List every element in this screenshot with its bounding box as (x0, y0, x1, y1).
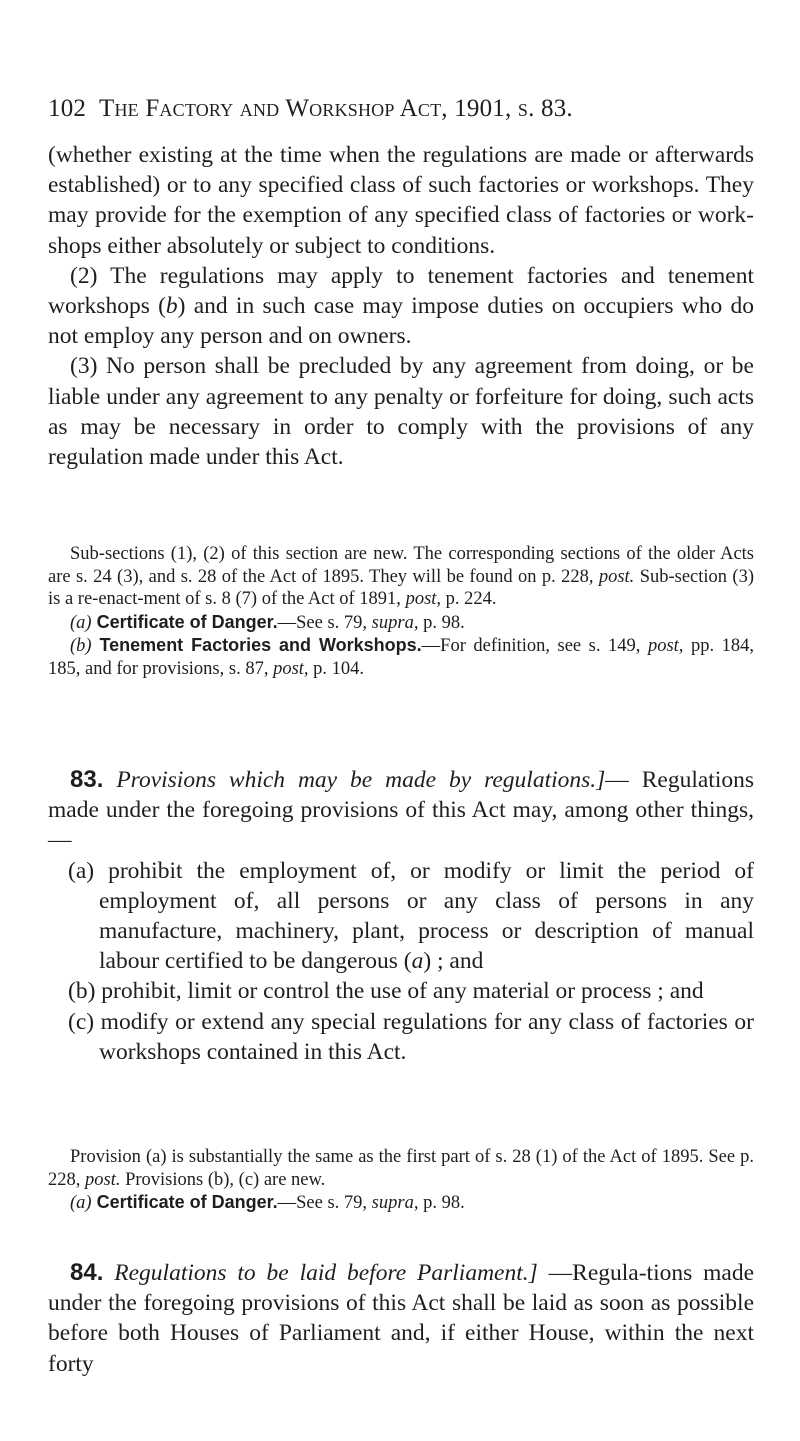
section-83-item-b: (b) prohibit, limit or control the use of any material or process ; and (68, 978, 704, 1005)
running-title: The Factory and Workshop Act, 1901, s. 83. (99, 95, 573, 122)
paragraph-2: (2) The regulations may apply to tenement factories and tenement workshops (b) and in such case may impose duties on occupiers who do not employ any person and on owners. (48, 262, 754, 350)
section-83-title: Provisions which may be made by regulations.] (116, 767, 606, 793)
running-header (48, 95, 754, 123)
section-83-item-c: (c) modify or extend any special regulations for any class of factories or workshops contained in this Act. (68, 1008, 754, 1065)
note-2-footnote-a: (a) Certificate of Danger.—See s. 79, supra, p. 98. (70, 1192, 465, 1214)
section-84 (48, 1258, 754, 1379)
section-84-title: Regulations to be laid before Parliament.] (114, 1260, 538, 1286)
section-83-item-a: (a) prohibit the employment of, or modify or limit the period of employment of, all persons or any class of persons in any manufacture, machinery, plant, process or description of manual labour certified to be dangerous (a) ; and (68, 857, 754, 975)
section-83-intro: — Regulations made under the foregoing provisions of this Act may, among other things,— (48, 767, 754, 854)
note-1-text: Sub-sections (1), (2) of this section are new. The corresponding sections of the older Acts are s. 24 (3), and s. 28 of the Act of 1895. They will be found on p. 228, post. Sub-section (3) is a re-enact-ment of s. 8 (7) of the Act of 1891, post, p. 224. (48, 544, 754, 610)
section-84-number: 84. (70, 1259, 104, 1286)
section-83-heading (48, 765, 754, 856)
section-83-number: 83. (70, 766, 104, 793)
note-2-text: Provision (a) is substantially the same as the first part of s. 28 (1) of the Act of 1895. See p. 228, post. Provisions (b), (c) are new. (48, 1147, 754, 1190)
editorial-note-2 (48, 1146, 754, 1215)
paragraph-1: (whether existing at the time when the regulations are made or afterwards established) or to any specified class of such factories or workshops. They may provide for the exemption of any specified class of factories or work-shops either absolutely or subject to conditions. (48, 142, 754, 259)
section-83 (48, 765, 754, 1067)
footnote-b: (b) Tenement Factories and Workshops.—For definition, see s. 149, post, pp. 184, 185, and for provisions, s. 87, post, p. 104. (48, 635, 755, 679)
section-84-text: 84. Regulations to be laid before Parliament.] —Regula-tions made under the foregoing provisions of this Act shall be laid as soon as possible before both Houses of Parliament and, if either House, within the next forty (48, 1259, 755, 1377)
paragraph-3: (3) No person shall be precluded by any agreement from doing, or be liable under any agreement to any penalty or forfeiture for doing, such acts as may be necessary in order to comply with the provisions of any regulation made under this Act. (48, 353, 754, 471)
footnote-a: (a) Certificate of Danger.—See s. 79, supra, p. 98. (70, 611, 465, 633)
section-82-continuation (48, 140, 754, 472)
page-number: 102 (48, 95, 87, 122)
editorial-note-1 (48, 543, 754, 681)
